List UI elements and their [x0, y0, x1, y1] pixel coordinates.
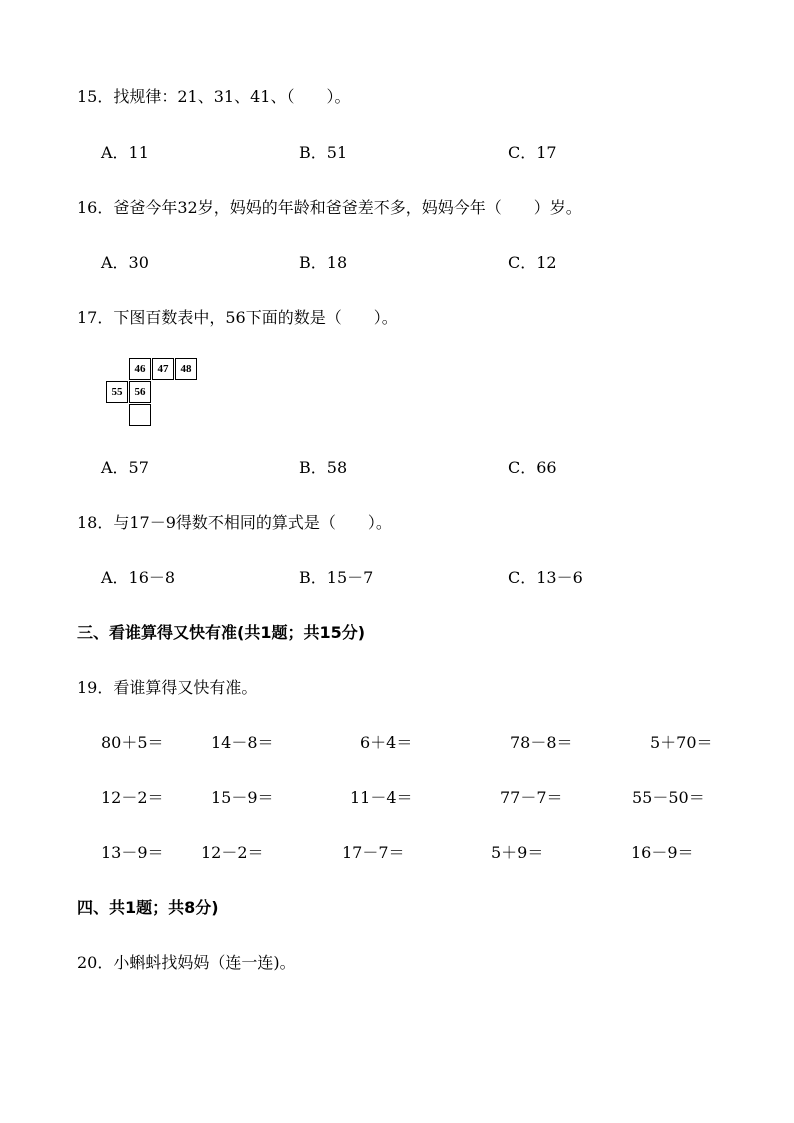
calc-2-2: 15－9＝: [211, 788, 274, 807]
calc-3-3: 17－7＝: [342, 843, 405, 862]
question-17-option-a: A．57: [101, 458, 149, 477]
calc-1-4: 78－8＝: [510, 733, 573, 752]
question-19-stem: 19．看谁算得又快有准。: [77, 678, 258, 697]
calc-3-1: 13－9＝: [101, 843, 164, 862]
calc-1-2: 14－8＝: [211, 733, 274, 752]
question-15-option-b: B．51: [299, 143, 348, 162]
question-15-option-c: C．17: [508, 143, 557, 162]
calc-2-1: 12－2＝: [101, 788, 164, 807]
calc-3-5: 16－9＝: [631, 843, 694, 862]
question-20-stem: 20．小蝌蚪找妈妈（连一连)。: [77, 953, 296, 972]
grid-cell-47: 47: [152, 358, 174, 380]
question-16-stem: 16．爸爸今年32岁，妈妈的年龄和爸爸差不多，妈妈今年（ ）岁。: [77, 198, 582, 217]
grid-cell-empty: [129, 404, 151, 426]
section-3-title: 三、看谁算得又快有准(共1题；共15分): [77, 623, 366, 642]
question-18-option-c: C．13－6: [508, 568, 583, 587]
question-15-option-a: A．11: [101, 143, 149, 162]
question-16-option-c: C．12: [508, 253, 557, 272]
grid-cell-48: 48: [175, 358, 197, 380]
calc-1-1: 80＋5＝: [101, 733, 164, 752]
question-17-stem: 17．下图百数表中，56下面的数是（ ）。: [77, 308, 398, 327]
grid-cell-56: 56: [129, 381, 151, 403]
calc-3-4: 5＋9＝: [491, 843, 544, 862]
grid-cell-46: 46: [129, 358, 151, 380]
grid-cell-55: 55: [106, 381, 128, 403]
hundred-chart-grid: [105, 358, 205, 428]
question-18-option-b: B．15－7: [299, 568, 374, 587]
question-16-option-a: A．30: [101, 253, 149, 272]
calc-3-2: 12－2＝: [201, 843, 264, 862]
question-15-stem: 15．找规律：21、31、41、（ ）。: [77, 87, 351, 106]
calc-2-3: 11－4＝: [350, 788, 413, 807]
calc-2-5: 55－50＝: [632, 788, 705, 807]
question-17-option-b: B．58: [299, 458, 348, 477]
question-18-option-a: A．16－8: [101, 568, 176, 587]
question-17-option-c: C．66: [508, 458, 557, 477]
question-16-option-b: B．18: [299, 253, 348, 272]
calc-1-5: 5＋70＝: [650, 733, 713, 752]
question-18-stem: 18．与17－9得数不相同的算式是（ ）。: [77, 513, 392, 532]
calc-2-4: 77－7＝: [500, 788, 563, 807]
calc-1-3: 6＋4＝: [360, 733, 413, 752]
section-4-title: 四、共1题；共8分): [77, 898, 219, 917]
